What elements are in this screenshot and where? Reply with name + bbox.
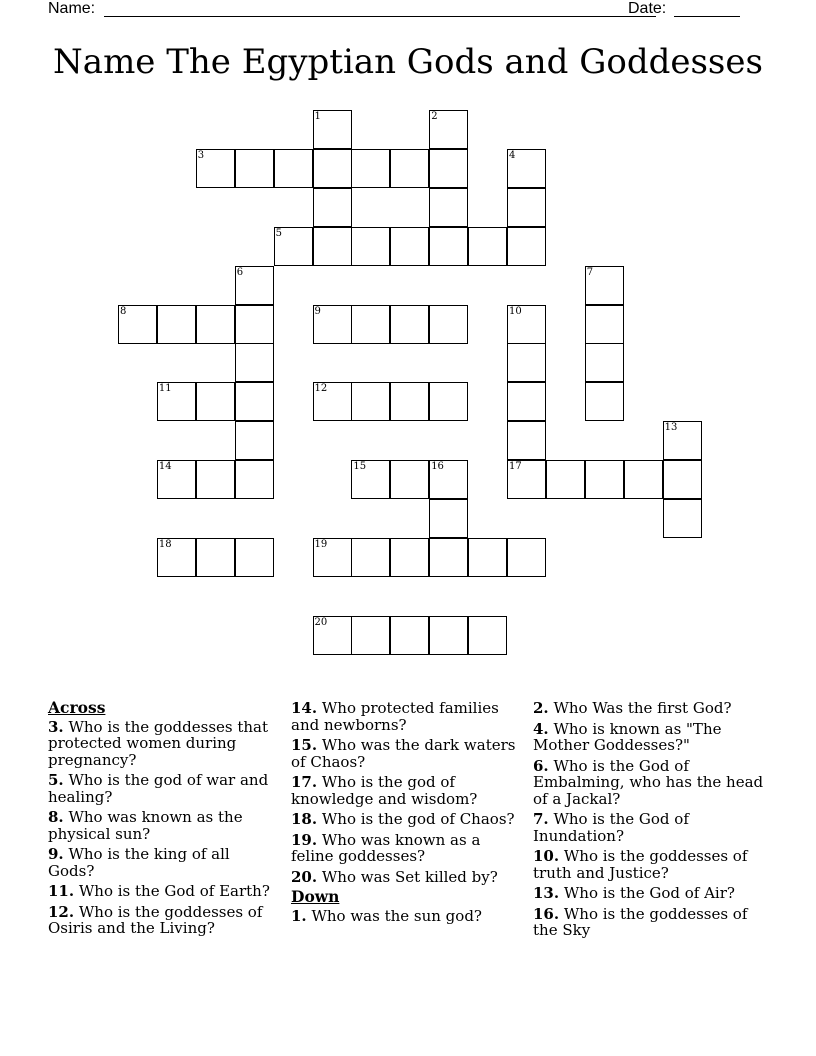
clue-item	[533, 906, 769, 939]
crossword-cell[interactable]	[196, 149, 235, 188]
clue-number: 18	[158, 538, 172, 550]
clue-number: 20.	[291, 867, 318, 886]
clue-item	[533, 758, 769, 808]
clue-text: Who is the goddesses that protected women during pregnancy?	[48, 717, 269, 769]
crossword-cell[interactable]	[429, 149, 468, 188]
clue-number: 20	[314, 616, 328, 628]
page-title: Name The Egyptian Gods and Goddesses	[53, 42, 763, 82]
clue-number: 12	[314, 383, 328, 395]
clue-text: Who was known as a feline goddesses?	[291, 830, 481, 865]
crossword-cell[interactable]	[157, 538, 196, 577]
clue-item	[291, 869, 521, 886]
crossword-cell[interactable]	[429, 499, 468, 538]
crossword-cell[interactable]	[235, 266, 274, 305]
crossword-cell[interactable]	[313, 305, 352, 344]
clue-item	[291, 908, 521, 925]
clues-column-3	[533, 700, 769, 943]
clue-item	[291, 811, 521, 828]
clue-number: 1	[314, 111, 321, 122]
crossword-cell[interactable]	[157, 382, 196, 421]
clue-number: 14	[158, 461, 172, 473]
clue-item	[48, 883, 276, 900]
clue-item	[533, 848, 769, 881]
crossword-cell[interactable]	[351, 538, 390, 577]
clue-number: 7.	[533, 810, 549, 828]
crossword-cell[interactable]	[157, 460, 196, 499]
clue-item	[48, 904, 276, 937]
clue-number: 9.	[48, 845, 64, 863]
crossword-cell[interactable]	[351, 305, 390, 344]
clue-item	[291, 832, 521, 865]
clue-number: 15	[353, 461, 367, 473]
clue-number: 15.	[291, 736, 318, 754]
clue-number: 3.	[48, 717, 64, 736]
crossword-cell[interactable]	[507, 343, 546, 382]
crossword-cell[interactable]	[313, 616, 352, 655]
crossword-cell[interactable]	[507, 382, 546, 421]
crossword-cell[interactable]	[585, 305, 624, 344]
crossword-cell[interactable]	[313, 110, 352, 149]
clue-text: Who is the goddesses of truth and Justice?	[533, 847, 748, 882]
crossword-cell[interactable]	[390, 382, 429, 421]
crossword-cell[interactable]	[624, 460, 663, 499]
crossword-cell[interactable]	[663, 499, 702, 538]
crossword-cell[interactable]	[313, 538, 352, 577]
clue-item	[533, 721, 769, 754]
crossword-cell[interactable]	[390, 227, 429, 266]
crossword-cell[interactable]	[235, 305, 274, 344]
crossword-cell[interactable]	[507, 421, 546, 460]
clue-text: Who is the God of Air?	[559, 884, 735, 902]
clue-text: Who is known as "The Mother Goddesses?"	[533, 719, 722, 754]
crossword-cell[interactable]	[196, 460, 235, 499]
crossword-cell[interactable]	[235, 343, 274, 382]
crossword-cell[interactable]	[546, 460, 585, 499]
crossword-cell[interactable]	[429, 382, 468, 421]
date-label: Date:	[628, 0, 667, 17]
crossword-cell[interactable]	[468, 616, 507, 655]
clue-text: Who is the god of Chaos?	[317, 810, 515, 828]
clue-item	[533, 811, 769, 844]
clue-item	[291, 774, 521, 807]
down-heading: Down	[291, 887, 340, 906]
clue-number: 7	[586, 266, 594, 278]
crossword-cell[interactable]	[585, 343, 624, 382]
clue-number: 3	[197, 149, 205, 161]
crossword-cell[interactable]	[196, 305, 235, 344]
clue-number: 10.	[533, 847, 560, 865]
clue-number: 11	[158, 383, 172, 395]
crossword-cell[interactable]	[274, 149, 313, 188]
crossword-cell[interactable]	[663, 460, 702, 499]
clue-number: 16	[431, 461, 444, 473]
clue-item	[48, 719, 276, 769]
clue-number: 11.	[48, 882, 75, 900]
clue-text: Who is the God of Earth?	[74, 882, 270, 900]
crossword-cell[interactable]	[585, 460, 624, 499]
crossword-cell[interactable]	[351, 382, 390, 421]
clue-number: 14.	[291, 699, 318, 717]
clue-item	[48, 772, 276, 805]
clue-item	[291, 737, 521, 770]
crossword-cell[interactable]	[235, 538, 274, 577]
clues-column-2	[291, 700, 521, 928]
crossword-cell[interactable]	[507, 305, 546, 344]
clue-number: 5.	[48, 771, 64, 789]
clue-number: 19	[314, 538, 328, 550]
clue-number: 10	[509, 305, 522, 317]
clue-number: 6.	[533, 756, 549, 775]
clue-text: Who is the king of all Gods?	[48, 845, 230, 880]
crossword-cell[interactable]	[118, 305, 157, 344]
clue-text: Who was the dark waters of Chaos?	[291, 736, 516, 771]
crossword-cell[interactable]	[507, 538, 546, 577]
crossword-cell[interactable]	[468, 538, 507, 577]
crossword-cell[interactable]	[351, 227, 390, 266]
clue-text: Who was the sun god?	[306, 906, 482, 925]
crossword-cell[interactable]	[390, 538, 429, 577]
crossword-cell[interactable]	[196, 382, 235, 421]
crossword-cell[interactable]	[313, 382, 352, 421]
crossword-cell[interactable]	[507, 188, 546, 227]
clue-text: Who Was the first God?	[548, 699, 732, 717]
clue-number: 4	[509, 149, 516, 161]
clue-item	[48, 809, 276, 842]
clue-number: 2	[431, 111, 438, 122]
crossword-cell[interactable]	[585, 382, 624, 421]
clue-number: 16.	[533, 904, 560, 923]
clue-number: 19.	[291, 830, 318, 849]
crossword-cell[interactable]	[390, 616, 429, 655]
crossword-cell[interactable]	[351, 460, 390, 499]
name-label: Name:	[48, 0, 96, 17]
clue-number: 12.	[48, 902, 75, 921]
crossword-cell[interactable]	[429, 227, 468, 266]
crossword-cell[interactable]	[507, 149, 546, 188]
clue-text: Who is the goddesses of the Sky	[533, 904, 748, 939]
crossword-cell[interactable]	[468, 227, 507, 266]
crossword-cell[interactable]	[429, 305, 468, 344]
clue-number: 18.	[291, 810, 318, 828]
clues-column-1	[48, 700, 276, 941]
clue-text: Who is the God of Inundation?	[533, 810, 689, 845]
crossword-cell[interactable]	[313, 227, 352, 266]
crossword-cell[interactable]	[507, 460, 546, 499]
crossword-cell[interactable]	[429, 538, 468, 577]
clue-text: Who was Set killed by?	[317, 867, 498, 886]
clue-text: Who was known as the physical sun?	[48, 808, 243, 843]
crossword-cell[interactable]	[390, 305, 429, 344]
crossword-cell[interactable]	[235, 382, 274, 421]
clue-text: Who is the goddesses of Osiris and the Living?	[48, 902, 263, 937]
crossword-cell[interactable]	[507, 227, 546, 266]
crossword-cell[interactable]	[235, 460, 274, 499]
clue-number: 5	[275, 227, 282, 239]
crossword-cell[interactable]	[235, 421, 274, 460]
across-heading: Across	[48, 698, 106, 717]
clue-number: 2.	[533, 699, 549, 717]
clue-text: Who is the god of knowledge and wisdom?	[291, 773, 478, 808]
clue-item	[533, 885, 769, 902]
crossword-cell[interactable]	[390, 460, 429, 499]
clue-number: 6	[236, 266, 244, 278]
clue-item	[291, 700, 521, 733]
crossword-cell[interactable]	[585, 266, 624, 305]
crossword-cell[interactable]	[196, 538, 235, 577]
clue-number: 17.	[291, 773, 318, 791]
clue-number: 13.	[533, 884, 560, 902]
clue-number: 9	[314, 305, 321, 317]
clue-text: Who is the God of Embalming, who has the head of a Jackal?	[533, 756, 764, 808]
crossword-cell[interactable]	[429, 110, 468, 149]
clue-text: Who is the god of war and healing?	[48, 771, 269, 806]
crossword-cell[interactable]	[274, 227, 313, 266]
clue-number: 8	[120, 305, 127, 317]
clue-number: 8.	[48, 808, 64, 826]
clue-item	[533, 700, 769, 717]
crossword-cell[interactable]	[663, 421, 702, 460]
crossword-cell[interactable]	[313, 149, 352, 188]
clue-number: 1.	[291, 906, 307, 925]
crossword-cell[interactable]	[429, 460, 468, 499]
crossword-cell[interactable]	[390, 149, 429, 188]
clue-text: Who protected families and newborns?	[291, 699, 499, 734]
clue-item	[48, 846, 276, 879]
crossword-cell[interactable]	[351, 149, 390, 188]
crossword-cell[interactable]	[351, 616, 390, 655]
clue-number: 4.	[533, 719, 549, 738]
crossword-cell[interactable]	[429, 188, 468, 227]
clue-number: 13	[664, 422, 678, 434]
crossword-cell[interactable]	[235, 149, 274, 188]
clue-number: 17	[509, 461, 522, 473]
crossword-cell[interactable]	[157, 305, 196, 344]
crossword-cell[interactable]	[429, 616, 468, 655]
crossword-cell[interactable]	[313, 188, 352, 227]
